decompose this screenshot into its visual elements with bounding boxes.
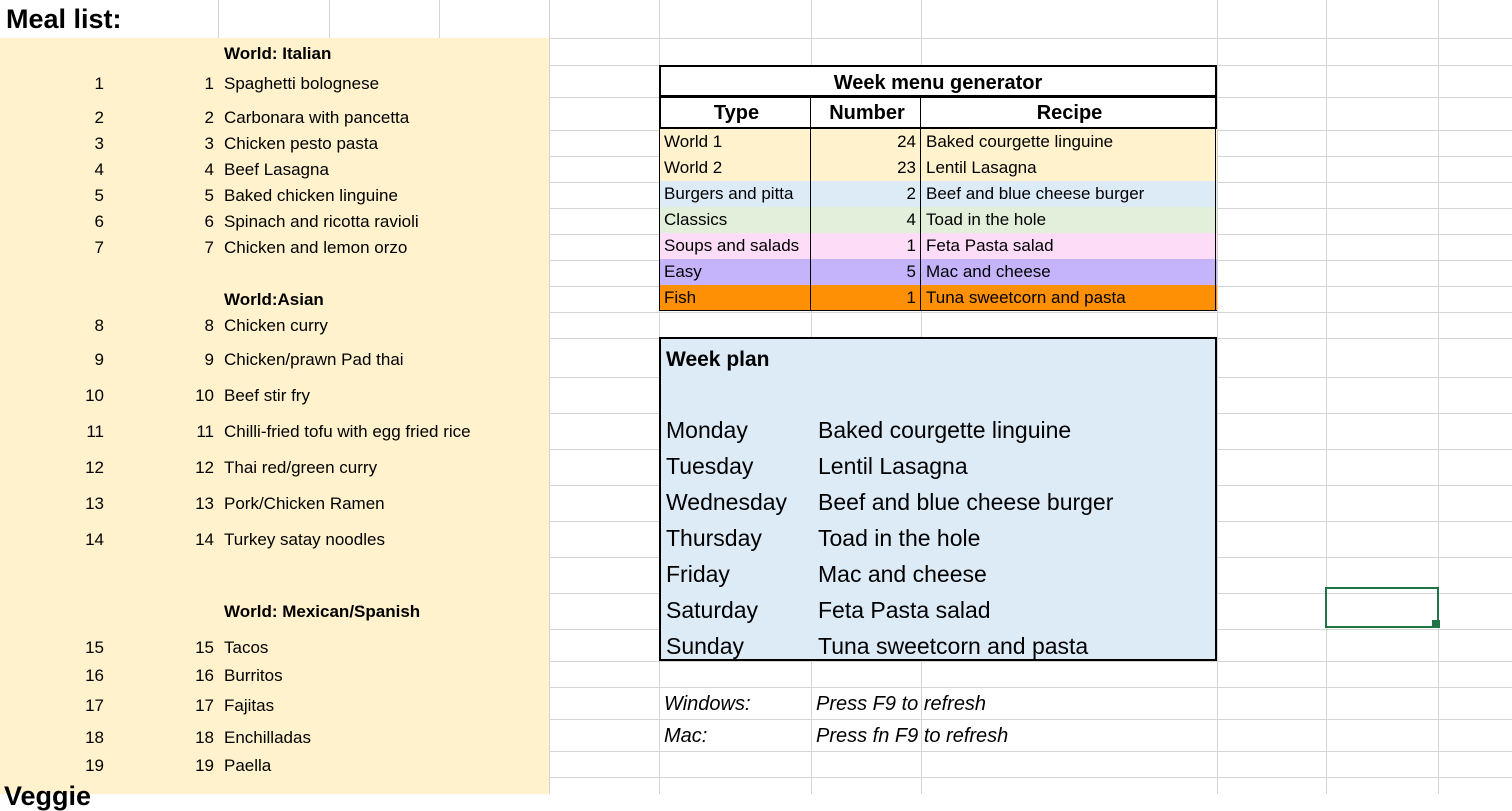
generator-title: Week menu generator — [659, 65, 1217, 97]
meal-index: 19 — [85, 756, 104, 775]
meal-name: Thai red/green curry — [224, 458, 378, 477]
generator-type: World 1 — [664, 132, 723, 151]
meal-index: 6 — [94, 212, 104, 231]
generator-number: 1 — [906, 236, 916, 255]
meal-index: 11 — [86, 422, 104, 441]
meal-number: 4 — [204, 160, 214, 179]
plan-day: Friday — [666, 561, 730, 587]
plan-dish: Lentil Lasagna — [818, 453, 968, 479]
meal-section-header: World:Asian — [224, 290, 324, 309]
week-plan-title: Week plan — [666, 348, 770, 371]
meal-name: Carbonara with pancetta — [224, 108, 410, 127]
meal-section-header: World: Mexican/Spanish — [224, 602, 421, 621]
note-label: Windows: — [664, 693, 751, 715]
generator-type: Burgers and pitta — [664, 184, 794, 203]
meal-number: 1 — [204, 74, 214, 93]
note-text: Press fn F9 to refresh — [816, 725, 1009, 747]
meal-index: 3 — [94, 134, 104, 153]
plan-day: Thursday — [666, 525, 762, 551]
meal-number: 13 — [195, 494, 214, 513]
generator-row — [659, 285, 1217, 311]
meal-name: Beef Lasagna — [224, 160, 329, 179]
generator-row — [659, 155, 1217, 181]
meal-index: 8 — [94, 316, 104, 335]
meal-name: Fajitas — [224, 696, 275, 715]
meal-number: 8 — [204, 316, 214, 335]
meal-name: Chicken pesto pasta — [224, 134, 379, 153]
meal-number: 12 — [195, 458, 214, 477]
plan-dish: Feta Pasta salad — [818, 597, 991, 623]
meal-name: Chicken and lemon orzo — [224, 238, 408, 257]
generator-type: World 2 — [664, 158, 723, 177]
generator-recipe: Toad in the hole — [926, 210, 1047, 229]
meal-name: Chicken/prawn Pad thai — [224, 350, 404, 369]
meal-name: Paella — [224, 756, 272, 775]
meal-index: 1 — [94, 74, 104, 93]
header-number: Number — [829, 102, 905, 124]
meal-index: 4 — [94, 160, 104, 179]
generator-recipe: Tuna sweetcorn and pasta — [926, 288, 1126, 307]
meal-index: 14 — [85, 530, 104, 549]
meal-index: 17 — [85, 696, 104, 715]
meal-index: 7 — [94, 238, 104, 257]
plan-dish: Toad in the hole — [818, 525, 981, 551]
meal-list-title: Meal list: — [6, 4, 122, 34]
meal-name: Pork/Chicken Ramen — [224, 494, 385, 513]
meal-number: 15 — [195, 638, 214, 657]
generator-recipe: Beef and blue cheese burger — [926, 184, 1145, 203]
generator-number: 5 — [906, 262, 916, 281]
plan-day: Tuesday — [666, 453, 754, 479]
plan-day: Monday — [666, 417, 748, 443]
meal-number: 10 — [195, 386, 214, 405]
generator-row — [659, 181, 1217, 207]
generator-row — [659, 129, 1217, 155]
meal-section-header: World: Italian — [224, 44, 332, 63]
generator-header-row — [659, 96, 1217, 129]
meal-number: 19 — [195, 756, 214, 775]
meal-name: Beef stir fry — [224, 386, 310, 405]
plan-dish: Baked courgette linguine — [818, 417, 1072, 443]
meal-number: 11 — [196, 422, 214, 441]
generator-number: 24 — [897, 132, 916, 151]
veggie-section-title: Veggie — [4, 781, 92, 811]
meal-name: Chilli-fried tofu with egg fried rice — [224, 422, 471, 441]
meal-number: 18 — [195, 728, 214, 747]
meal-name: Baked chicken linguine — [224, 186, 398, 205]
generator-recipe: Mac and cheese — [926, 262, 1051, 281]
fill-handle[interactable] — [1432, 620, 1440, 628]
generator-number: 1 — [906, 288, 916, 307]
plan-dish: Mac and cheese — [818, 561, 987, 587]
meal-index: 16 — [85, 666, 104, 685]
plan-dish: Beef and blue cheese burger — [818, 489, 1114, 515]
generator-row — [659, 207, 1217, 233]
generator-type: Soups and salads — [664, 236, 800, 255]
generator-number: 4 — [906, 210, 916, 229]
generator-type: Classics — [664, 210, 728, 229]
meal-index: 5 — [94, 186, 104, 205]
generator-row — [659, 259, 1217, 285]
generator-row — [659, 233, 1217, 259]
plan-day: Saturday — [666, 597, 759, 623]
generator-number: 2 — [906, 184, 916, 203]
meal-index: 18 — [85, 728, 104, 747]
meal-name: Turkey satay noodles — [224, 530, 385, 549]
meal-name: Enchilladas — [224, 728, 311, 747]
note-label: Mac: — [664, 725, 708, 747]
note-text: Press F9 to refresh — [816, 693, 987, 715]
generator-number: 23 — [897, 158, 916, 177]
meal-name: Spinach and ricotta ravioli — [224, 212, 419, 231]
generator-recipe: Lentil Lasagna — [926, 158, 1037, 177]
meal-number: 16 — [195, 666, 214, 685]
generator-type: Easy — [664, 262, 702, 281]
meal-index: 15 — [85, 638, 104, 657]
plan-dish: Tuna sweetcorn and pasta — [818, 633, 1089, 659]
meal-number: 9 — [204, 350, 214, 369]
week-plan-box — [659, 337, 1217, 661]
meal-number: 5 — [204, 186, 214, 205]
generator-recipe: Baked courgette linguine — [926, 132, 1114, 151]
meal-name: Tacos — [224, 638, 269, 657]
plan-day: Wednesday — [666, 489, 788, 515]
meal-index: 10 — [85, 386, 104, 405]
meal-name: Burritos — [224, 666, 283, 685]
meal-index: 9 — [94, 350, 104, 369]
meal-name: Chicken curry — [224, 316, 328, 335]
meal-number: 3 — [204, 134, 214, 153]
meal-index: 12 — [85, 458, 104, 477]
meal-name: Spaghetti bolognese — [224, 74, 380, 93]
header-type: Type — [713, 102, 760, 124]
meal-index: 13 — [85, 494, 104, 513]
header-recipe: Recipe — [1036, 102, 1103, 124]
meal-number: 14 — [195, 530, 214, 549]
generator-type: Fish — [664, 288, 697, 307]
week-menu-generator-table — [659, 65, 1217, 311]
meal-number: 7 — [204, 238, 214, 257]
meal-number: 6 — [204, 212, 214, 231]
meal-number: 2 — [204, 108, 214, 127]
meal-index: 2 — [94, 108, 104, 127]
plan-day: Sunday — [666, 633, 745, 659]
meal-number: 17 — [195, 696, 214, 715]
generator-recipe: Feta Pasta salad — [926, 236, 1054, 255]
selected-cell[interactable] — [1325, 587, 1439, 628]
